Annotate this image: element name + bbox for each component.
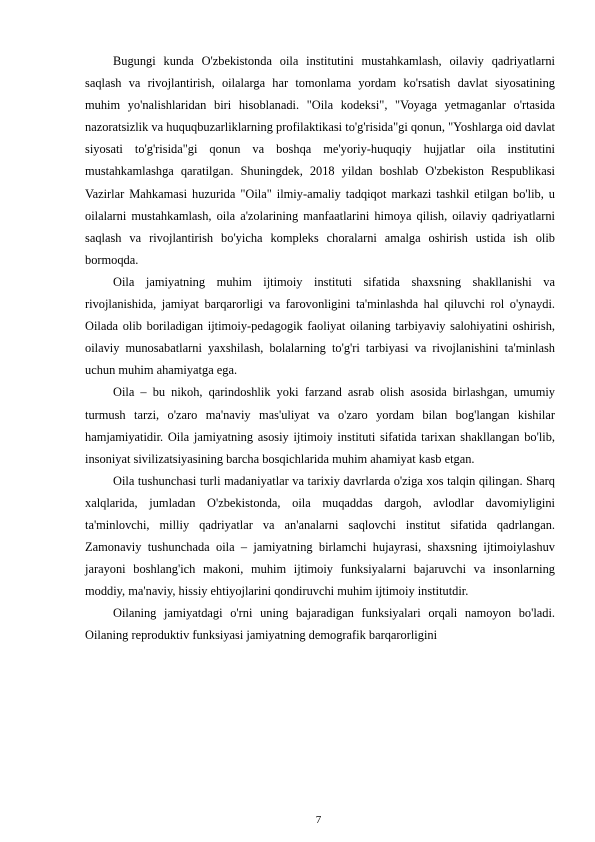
paragraph-4: Oila tushunchasi turli madaniyatlar va tarixiy davrlarda o'ziga xos talqin qilingan. Sharq xalqlarida, jumladan O'zbekistonda, oila muqaddas dargoh, avlodlar davomiyligini ta'minlovchi, milliy qadriyatlar va an'analarni saqlovchi institut sifatida qadrlangan. Zamonaviy tushunchada oila – jamiyatning birlamchi hujayrasi, shaxsning ijtimoiylashuv jarayoni boshlang'ich makoni, muhim ijtimoiy funksiyalarni bajaruvchi va insonlarning moddiy, ma'naviy, hissiy ehtiyojlarini qondiruvchi muhim ijtimoiy institutdir.: [85, 473, 555, 599]
document-body: [85, 50, 555, 647]
page-number: 7: [315, 814, 322, 826]
paragraph-1: Bugungi kunda O'zbekistonda oila institutini mustahkamlash, oilaviy qadriyatlarni saqlash va rivojlantirish, oilalarga har tomonlama yordam ko'rsatish davlat siyosatining muhim yo'nalishlaridan biri hisoblanadi. "Oila kodeksi", "Voyaga yetmaganlar o'rtasida nazoratsizlik va huquqbuzarliklarning profilaktikasi to'g'risida"gi qonun, "Yoshlarga oid davlat siyosati to'g'risida"gi qonun va boshqa me'yoriy-huquqiy hujjatlar oila institutini mustahkamlashga qaratilgan. Shuningdek, 2018 yildan boshlab O'zbekiston Respublikasi Vazirlar Mahkamasi huzurida "Oila" ilmiy-amaliy tadqiqot markazi tashkil etilgan bo'lib, u oilalarni mustahkamlash, oila a'zolarining manfaatlarini himoya qilish, oilaviy qadriyatlarni saqlash va rivojlantirish bo'yicha kompleks choralarni amalga oshirish ustida ish olib bormoqda.: [85, 54, 555, 267]
paragraph-2: Oila jamiyatning muhim ijtimoiy instituti sifatida shaxsning shakllanishi va rivojlanishida, jamiyat barqarorligi va farovonligini ta'minlashda hal qiluvchi rol o'ynaydi. Oilada olib boriladigan ijtimoiy-pedagogik faoliyat oilaning tarbiyaviy salohiyatini oshirish, oilaviy munosabatlarni yaxshilash, bolalarning to'g'ri tarbiyasi va rivojlanishini ta'minlash uchun muhim ahamiyatga ega.: [85, 274, 555, 378]
paragraph-3: Oila – bu nikoh, qarindoshlik yoki farzand asrab olish asosida birlashgan, umumiy turmush tarzi, o'zaro ma'naviy mas'uliyat va o'zaro yordam bilan bog'langan kishilar hamjamiyatidir. Oila jamiyatning asosiy ijtimoiy instituti sifatida tarixan shakllangan bo'lib, insoniyat sivilizatsiyasining barcha bosqichlarida muhim ahamiyat kasb etgan.: [85, 385, 555, 466]
paragraph-5: Oilaning jamiyatdagi o'rni uning bajaradigan funksiyalari orqali namoyon bo'ladi. Oilaning reproduktiv funksiyasi jamiyatning demografik barqarorligini: [85, 606, 555, 643]
